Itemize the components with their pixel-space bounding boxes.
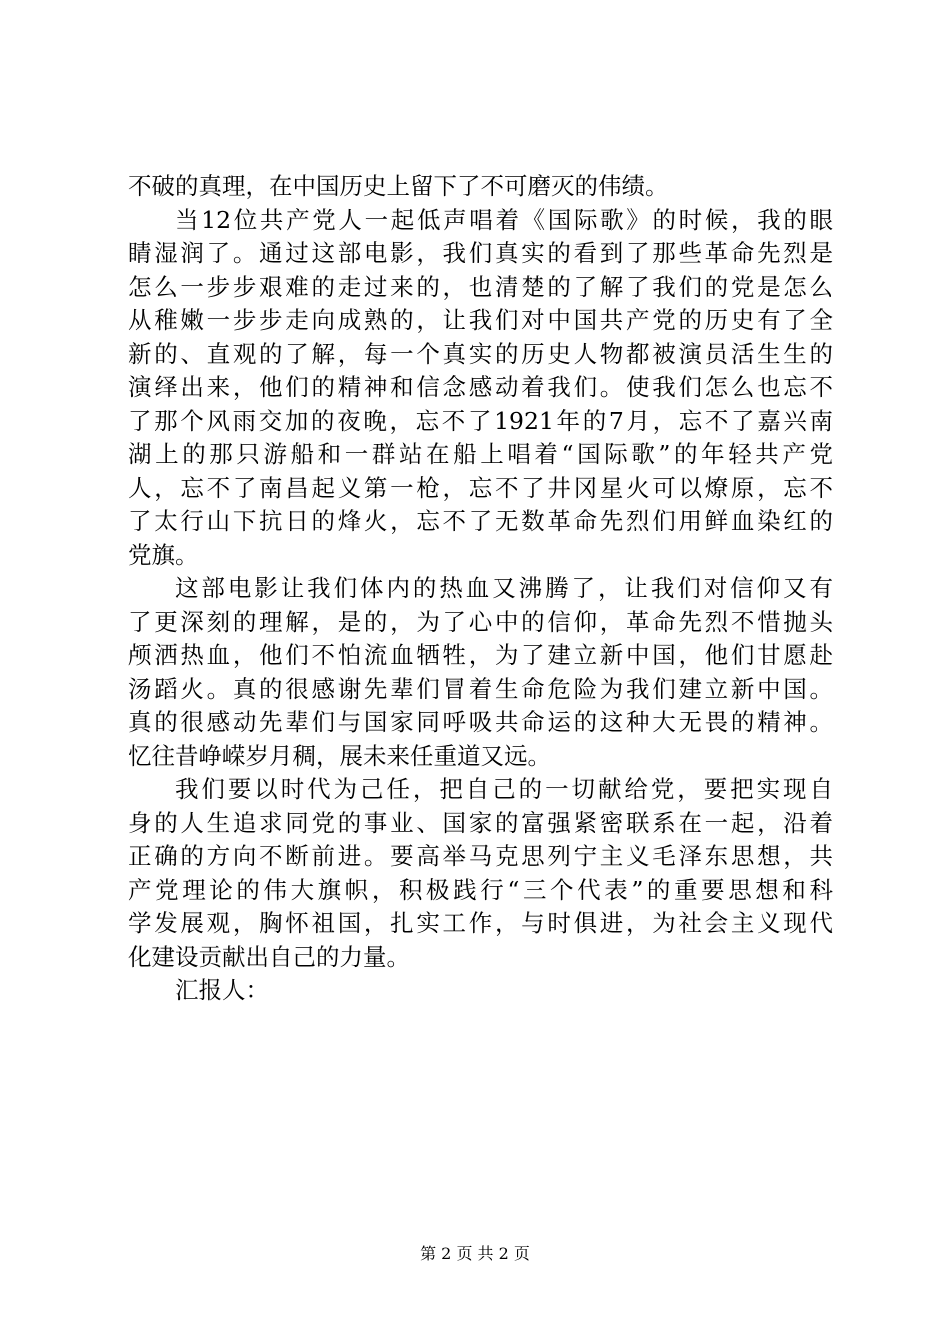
text-line: 忆往昔峥嵘岁月稠，展未来任重道又远。 [128, 741, 551, 770]
text-line: 湖上的那只游船和一群站在船上唱着“国际歌”的年轻共产党 [128, 440, 833, 468]
text-line: 睛湿润了。通过这部电影，我们真实的看到了那些革命先烈是 [128, 239, 833, 267]
text-line: 怎么一步步艰难的走过来的，也清楚的了解了我们的党是怎么 [128, 272, 833, 301]
text-line: 了太行山下抗日的烽火，忘不了无数革命先烈们用鲜血染红的 [128, 507, 833, 535]
text-line: 真的很感动先辈们与国家同呼吸共命运的这种大无畏的精神。 [128, 708, 833, 736]
text-line: 学发展观，胸怀祖国，扎实工作，与时俱进，为社会主义现代 [128, 909, 833, 937]
text-line: 我们要以时代为己任，把自己的一切献给党，要把实现自 [175, 775, 833, 803]
text-line: 新的、直观的了解，每一个真实的历史人物都被演员活生生的 [128, 339, 833, 368]
text-line: 这部电影让我们体内的热血又沸腾了，让我们对信仰又有 [175, 574, 833, 602]
text-line: 汤蹈火。真的很感谢先辈们冒着生命危险为我们建立新中国。 [128, 674, 833, 703]
text-line: 化建设贡献出自己的力量。 [128, 942, 410, 971]
text-line: 了那个风雨交加的夜晚，忘不了1921年的7月，忘不了嘉兴南 [128, 406, 833, 435]
text-line: 党旗。 [128, 540, 199, 569]
text-line: 演绎出来，他们的精神和信念感动着我们。使我们怎么也忘不 [128, 373, 833, 401]
text-line: 当12位共产党人一起低声唱着《国际歌》的时候，我的眼 [175, 205, 833, 234]
text-line: 身的人生追求同党的事业、国家的富强紧密联系在一起，沿着 [128, 808, 833, 837]
page-footer: 第 2 页 共 2 页 [420, 1244, 530, 1263]
text-line: 从稚嫩一步步走向成熟的，让我们对中国共产党的历史有了全 [128, 306, 833, 334]
text-line: 颅洒热血，他们不怕流血牺牲，为了建立新中国，他们甘愿赴 [128, 641, 833, 669]
text-line: 汇报人： [175, 976, 269, 1004]
text-line: 正确的方向不断前进。要高举马克思列宁主义毛泽东思想，共 [128, 842, 833, 870]
text-line: 人，忘不了南昌起义第一枪，忘不了井冈星火可以燎原，忘不 [128, 473, 833, 502]
text-line: 了更深刻的理解，是的，为了心中的信仰，革命先烈不惜抛头 [128, 607, 833, 636]
text-line: 不破的真理，在中国历史上留下了不可磨灭的伟绩。 [128, 172, 669, 200]
text-line: 产党理论的伟大旗帜，积极践行“三个代表”的重要思想和科 [128, 875, 833, 904]
document-body [128, 170, 833, 1008]
